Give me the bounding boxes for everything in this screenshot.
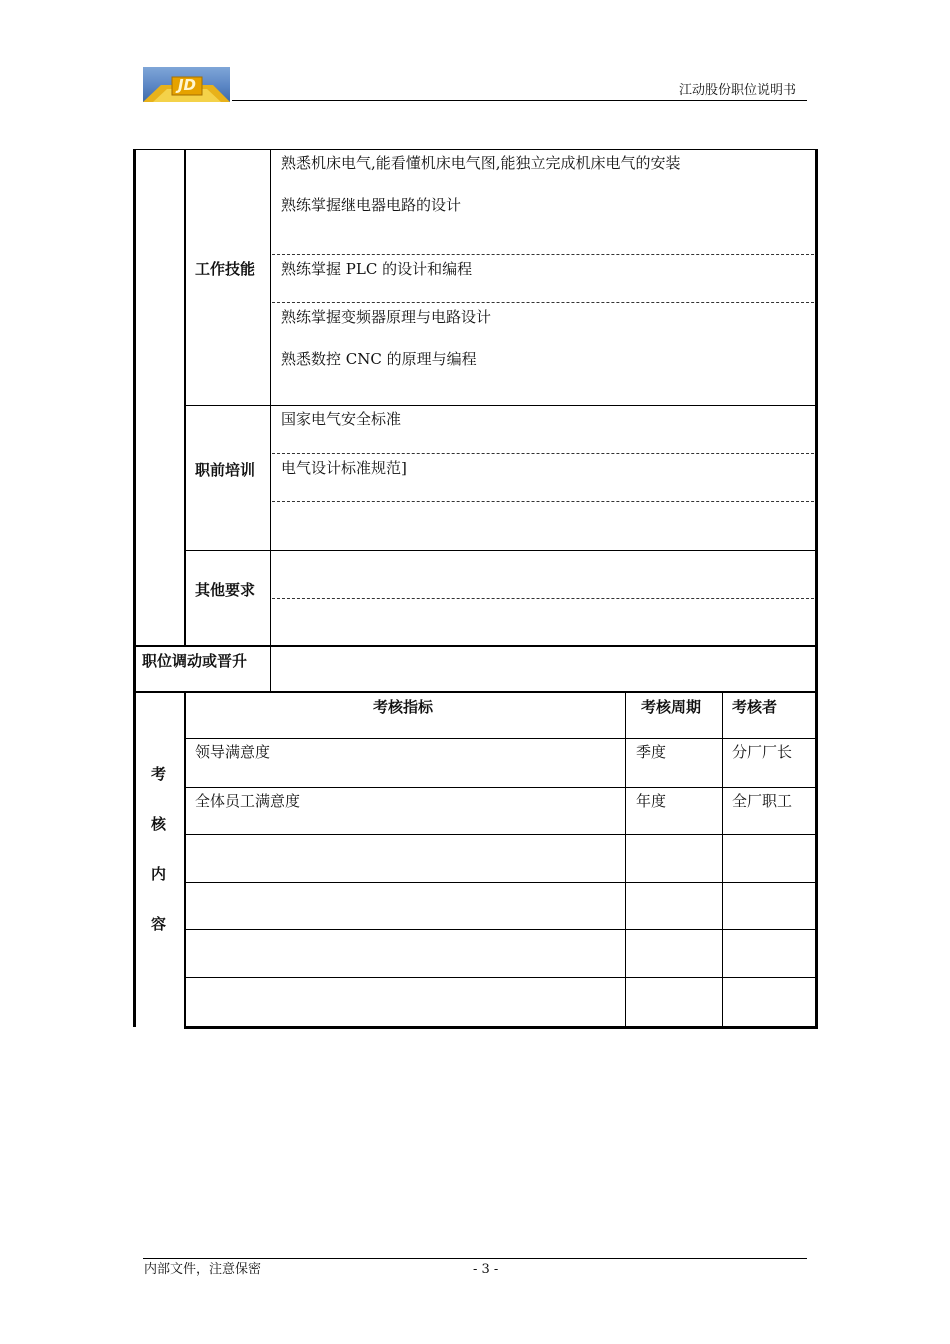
- transfer-label: 职位调动或晋升: [142, 652, 248, 670]
- assessment-period-cell: 季度: [636, 743, 667, 761]
- skills-label: 工作技能: [195, 260, 256, 278]
- header-rule: [232, 100, 807, 101]
- col-a-line-lower: [184, 692, 186, 1029]
- training-item: 电气设计标准规范]: [281, 459, 407, 477]
- assessment-assessor-cell: 全厂职工: [732, 792, 793, 810]
- assessment-side-label-char: 内: [151, 865, 167, 883]
- dashed-separator: [272, 453, 814, 454]
- training-label: 职前培训: [195, 461, 256, 479]
- doc-title: 江动股份职位说明书: [679, 83, 797, 98]
- assessment-indicator-cell: 全体员工满意度: [195, 792, 301, 810]
- other-label: 其他要求: [195, 581, 256, 599]
- row-separator: [184, 929, 815, 930]
- footer-page-number: - 3 -: [473, 1262, 499, 1277]
- assessment-assessor-cell: 分厂厂长: [732, 743, 793, 761]
- skill-item: 熟悉机床电气,能看懂机床电气图,能独立完成机床电气的安装: [281, 154, 681, 172]
- footer-rule: [143, 1258, 807, 1259]
- header-period: 考核周期: [641, 698, 702, 716]
- col-assessor-line: [722, 692, 723, 1029]
- row-separator: [184, 738, 815, 739]
- dashed-separator: [272, 598, 814, 599]
- assessment-side-label-char: 考: [151, 765, 167, 783]
- skill-item: 熟悉数控 CNC 的原理与编程: [281, 350, 477, 368]
- row-separator: [184, 977, 815, 978]
- row-separator: [184, 834, 815, 835]
- assessment-period-cell: 年度: [636, 792, 667, 810]
- row-separator: [133, 691, 818, 693]
- table-right-border: [815, 149, 818, 1029]
- assessment-indicator-cell: 领导满意度: [195, 743, 271, 761]
- dashed-separator: [272, 302, 814, 303]
- logo-text: JD: [177, 76, 197, 94]
- table-top-border: [133, 149, 818, 150]
- training-item: 国家电气安全标准: [281, 410, 402, 428]
- row-separator: [133, 645, 815, 647]
- dashed-separator: [272, 254, 814, 255]
- assessment-side-label-char: 容: [151, 915, 167, 933]
- table-left-border: [133, 149, 136, 1027]
- col-b-line: [270, 149, 271, 692]
- row-separator: [184, 405, 815, 406]
- skill-item: 熟练掌握 PLC 的设计和编程: [281, 260, 473, 278]
- row-separator: [184, 550, 815, 551]
- row-separator: [184, 882, 815, 883]
- col-a-line: [184, 149, 186, 646]
- skill-item: 熟练掌握继电器电路的设计: [281, 196, 462, 214]
- header-indicator: 考核指标: [373, 698, 434, 716]
- header-assessor: 考核者: [732, 698, 778, 716]
- row-separator: [184, 787, 815, 788]
- dashed-separator: [272, 501, 814, 502]
- assessment-side-label-char: 核: [151, 815, 167, 833]
- footer-confidential: 内部文件，注意保密: [144, 1262, 262, 1277]
- company-logo: [143, 67, 230, 102]
- col-period-line: [625, 692, 626, 1029]
- skill-item: 熟练掌握变频器原理与电路设计: [281, 308, 492, 326]
